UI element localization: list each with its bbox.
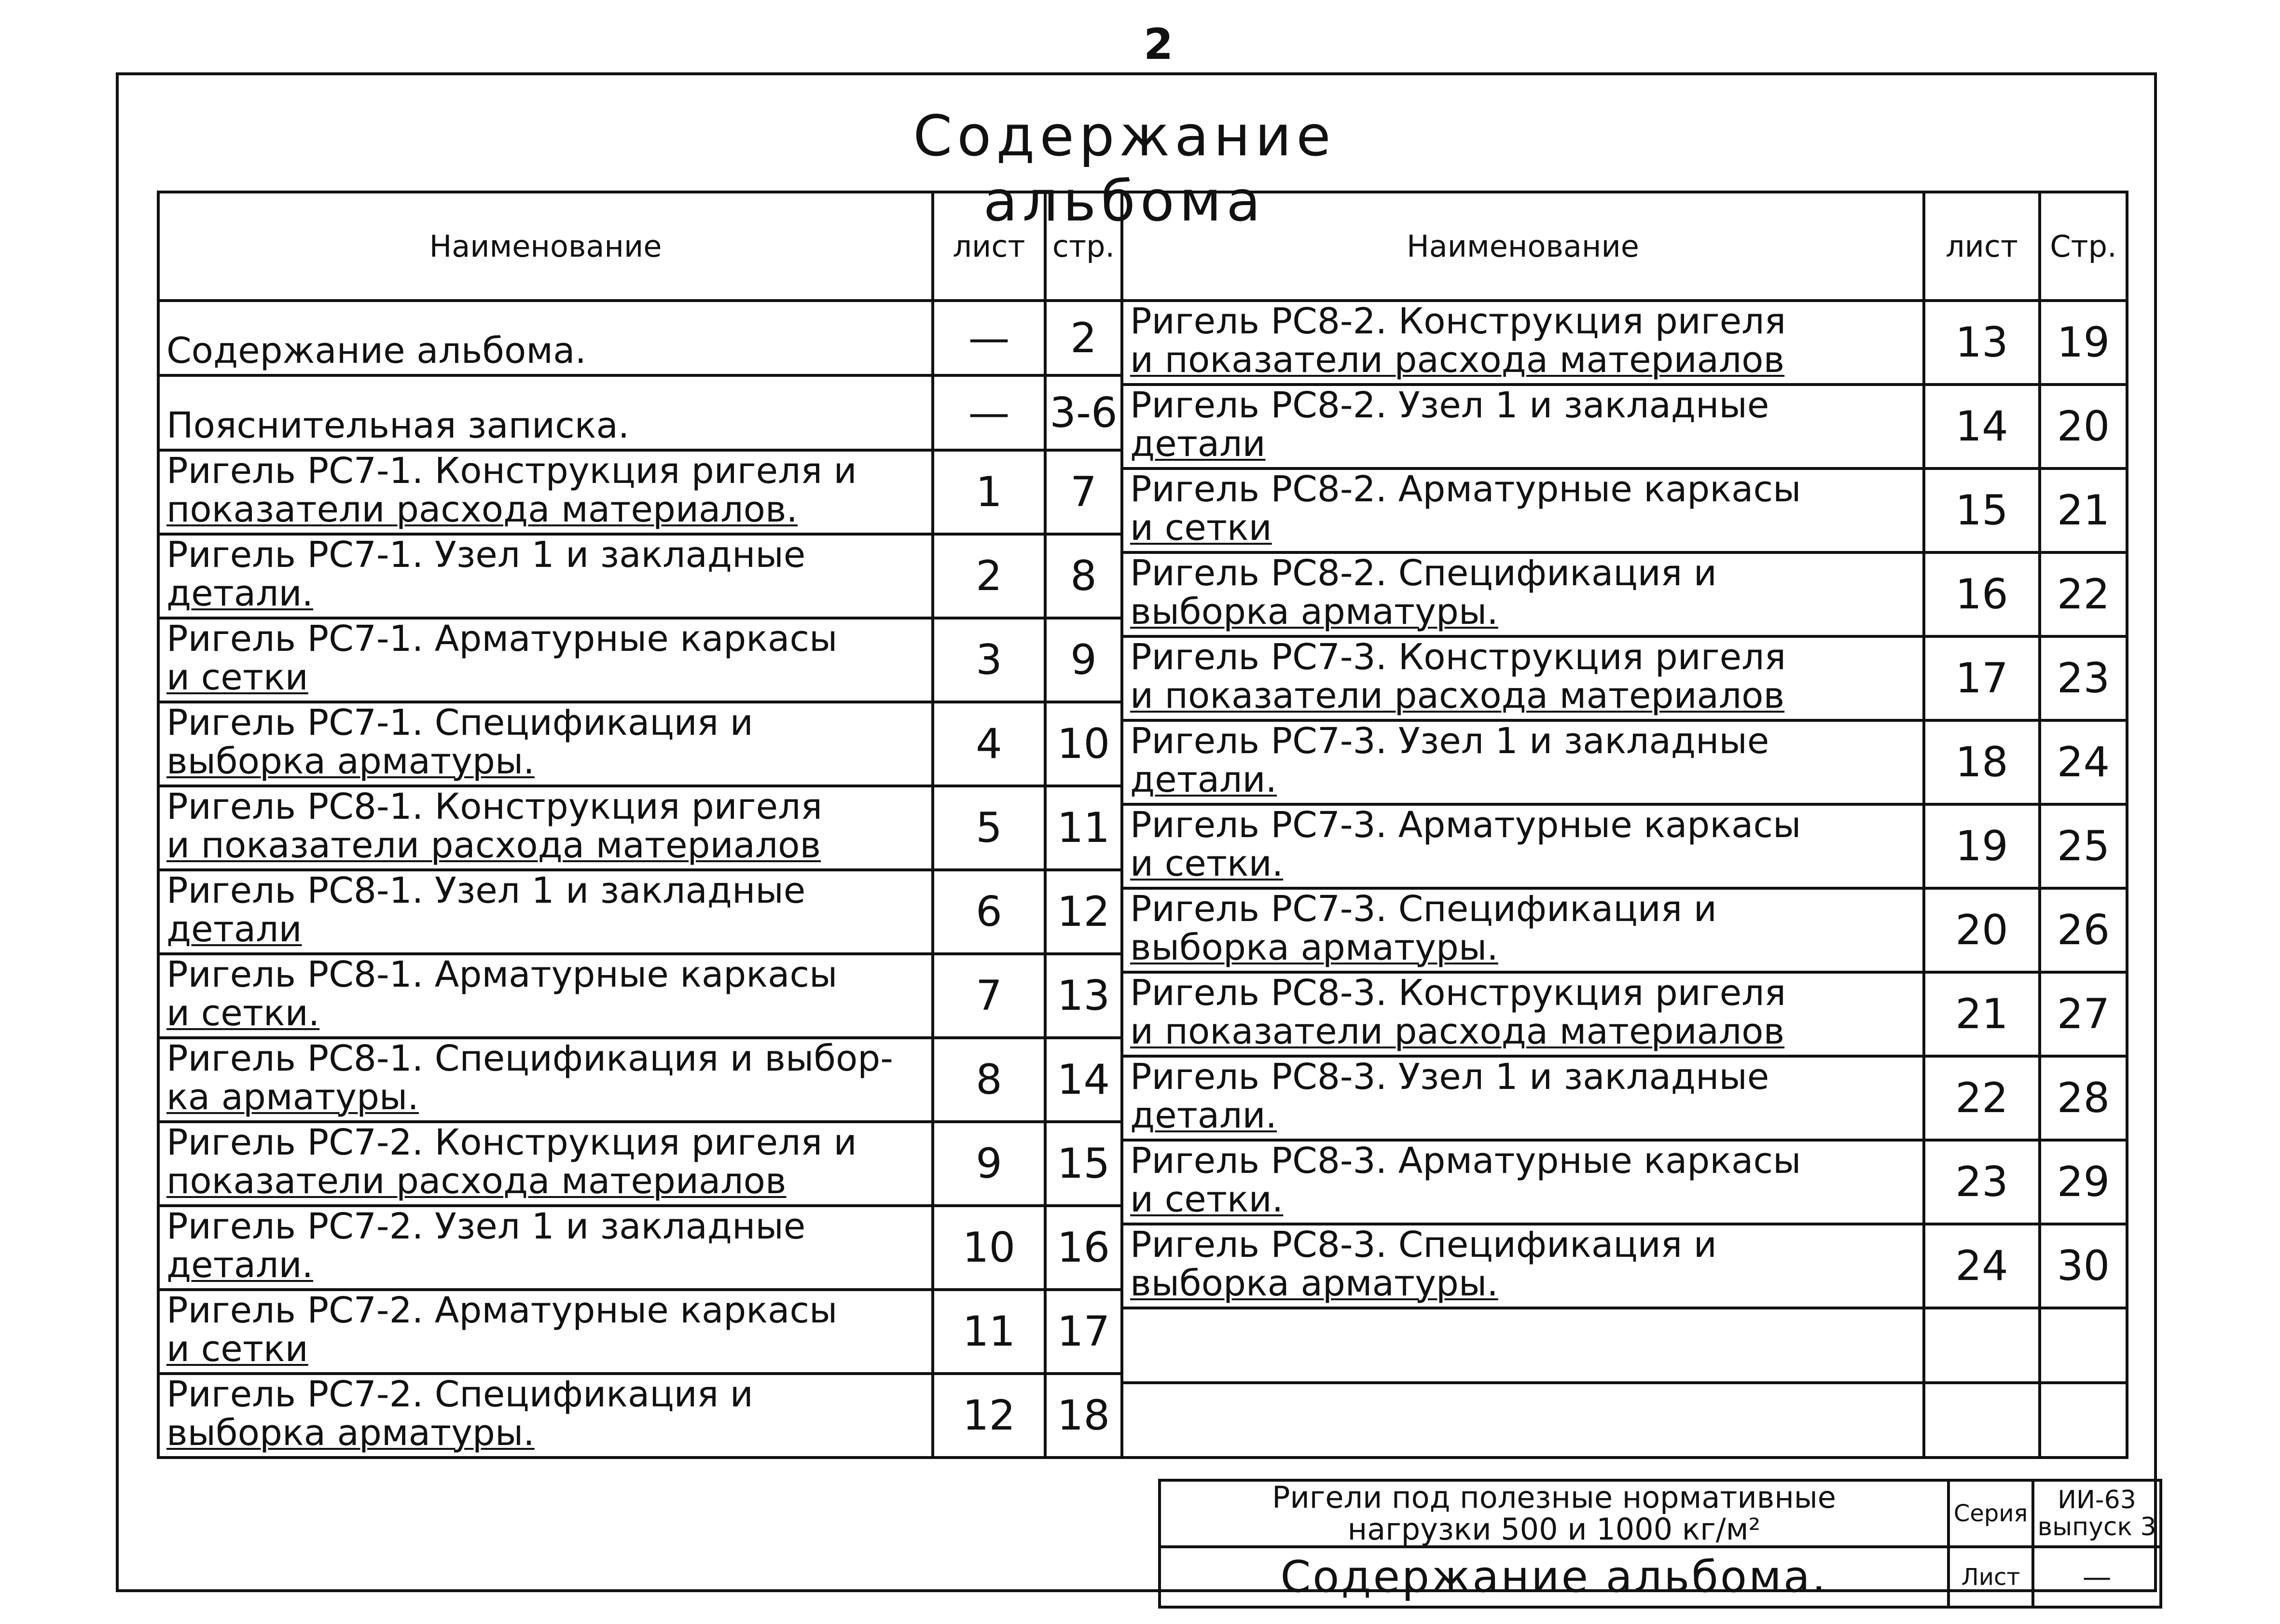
row-page-number: 22 <box>2040 552 2127 636</box>
table-row <box>158 1290 1122 1374</box>
column-header-name: Наименование <box>1122 192 1924 301</box>
row-name <box>158 534 933 618</box>
row-sheet-number: 11 <box>933 1290 1045 1374</box>
title-block-description-line1: Ригели под полезные нормативные <box>1272 1480 1836 1515</box>
table-row <box>158 786 1122 870</box>
row-sheet-number: 13 <box>1924 301 2040 385</box>
table-row <box>158 1206 1122 1290</box>
table-row <box>1122 636 2127 720</box>
row-name <box>1122 468 1924 552</box>
album-title: Содержание альбома <box>913 104 1336 234</box>
row-name-line2: детали. <box>1130 759 1277 800</box>
row-name-line2: показатели расхода материалов. <box>166 489 798 530</box>
row-name-line1: Пояснительная записка. <box>166 405 630 446</box>
row-sheet-number: 20 <box>1924 888 2040 972</box>
row-name <box>1122 804 1924 888</box>
row-name-line1: Ригель РС8-3. Спецификация и <box>1130 1224 1717 1266</box>
row-name-line1: Ригель РС8-2. Конструкция ригеля <box>1130 301 1786 342</box>
row-page-number: 20 <box>2040 385 2127 468</box>
row-name-line2: выборка арматуры. <box>166 1412 535 1454</box>
row-name <box>1122 301 1924 385</box>
row-name-line2: и сетки. <box>1130 1179 1284 1220</box>
row-name-line2: и сетки. <box>1130 843 1284 884</box>
table-row <box>158 1038 1122 1122</box>
row-name-line2: и сетки. <box>166 992 320 1034</box>
row-name <box>1122 1224 1924 1308</box>
row-name-line1: Ригель РС8-3. Арматурные каркасы <box>1130 1140 1801 1182</box>
table-row <box>1122 552 2127 636</box>
row-name-line2: ка арматуры. <box>166 1076 419 1118</box>
row-name <box>1122 1308 1924 1383</box>
row-name <box>158 618 933 702</box>
row-name-line2: и сетки <box>1130 507 1272 549</box>
table-row <box>1122 888 2127 972</box>
row-sheet-number: 19 <box>1924 804 2040 888</box>
row-sheet-number: 17 <box>1924 636 2040 720</box>
row-name-line2: выборка арматуры. <box>1130 1263 1498 1304</box>
row-name <box>1122 720 1924 804</box>
table-row <box>158 450 1122 534</box>
column-header-sheet: лист <box>1924 192 2040 301</box>
row-name-line1: Ригель РС7-1. Спецификация и <box>166 702 753 743</box>
table-row <box>1122 1056 2127 1140</box>
table-header-row <box>158 192 1122 301</box>
row-sheet-number: 8 <box>933 1038 1045 1122</box>
row-name-line1: Ригель РС8-2. Арматурные каркасы <box>1130 468 1801 510</box>
row-page-number: 10 <box>1045 702 1122 786</box>
row-page-number: 3-6 <box>1045 375 1122 450</box>
row-sheet-number: 24 <box>1924 1224 2040 1308</box>
row-sheet-number: — <box>933 301 1045 375</box>
row-sheet-number <box>1924 1308 2040 1383</box>
row-name-line1: Ригель РС8-1. Конструкция ригеля <box>166 786 822 827</box>
table-row <box>158 534 1122 618</box>
table-row <box>158 1374 1122 1458</box>
table-header-row <box>1122 192 2127 301</box>
row-sheet-number: 21 <box>1924 972 2040 1056</box>
row-sheet-number: 14 <box>1924 385 2040 468</box>
row-sheet-number: 16 <box>1924 552 2040 636</box>
row-name <box>158 301 933 375</box>
row-page-number: 9 <box>1045 618 1122 702</box>
row-name-line1: Ригель РС7-3. Конструкция ригеля <box>1130 636 1786 678</box>
table-row <box>158 375 1122 450</box>
row-name-line1: Ригель РС7-1. Конструкция ригеля и <box>166 450 857 492</box>
sheet-value: — <box>2033 1547 2161 1607</box>
row-name-line2: детали. <box>166 1244 314 1286</box>
table-row <box>158 1122 1122 1206</box>
row-name-line1: Ригель РС7-1. Арматурные каркасы <box>166 618 838 660</box>
row-page-number: 23 <box>2040 636 2127 720</box>
row-page-number: 24 <box>2040 720 2127 804</box>
row-name <box>1122 972 1924 1056</box>
row-name-line1: Ригель РС7-2. Арматурные каркасы <box>166 1290 838 1331</box>
row-name-line1: Ригель РС7-3. Узел 1 и закладные <box>1130 720 1769 762</box>
table-row <box>1122 720 2127 804</box>
row-page-number: 27 <box>2040 972 2127 1056</box>
row-name <box>1122 552 1924 636</box>
table-row <box>1122 1224 2127 1308</box>
row-page-number <box>2040 1308 2127 1383</box>
row-sheet-number: 7 <box>933 954 1045 1038</box>
row-name <box>158 1290 933 1374</box>
row-name <box>158 702 933 786</box>
contents-rows-left <box>158 301 1122 1458</box>
row-sheet-number: 5 <box>933 786 1045 870</box>
series-label: Серия <box>1948 1480 2033 1547</box>
column-header-name: Наименование <box>158 192 933 301</box>
row-page-number: 11 <box>1045 786 1122 870</box>
row-page-number: 12 <box>1045 870 1122 954</box>
row-name-line2: и показатели расхода материалов <box>166 825 821 866</box>
table-row <box>1122 972 2127 1056</box>
sheet-label: Лист <box>1948 1547 2033 1607</box>
table-row <box>1122 804 2127 888</box>
row-page-number <box>2040 1383 2127 1458</box>
row-page-number: 7 <box>1045 450 1122 534</box>
row-page-number: 29 <box>2040 1140 2127 1224</box>
row-name <box>158 1374 933 1458</box>
row-sheet-number: 4 <box>933 702 1045 786</box>
row-name-line2: и сетки <box>166 1328 308 1370</box>
row-name <box>1122 385 1924 468</box>
row-sheet-number: 15 <box>1924 468 2040 552</box>
page-number: 2 <box>1144 19 1174 69</box>
title-block <box>1158 1479 2159 1602</box>
row-name-line2: детали. <box>166 573 314 614</box>
table-row <box>1122 385 2127 468</box>
row-sheet-number: 6 <box>933 870 1045 954</box>
row-sheet-number: 22 <box>1924 1056 2040 1140</box>
contents-table-right <box>1120 191 2128 1459</box>
column-header-page: стр. <box>1045 192 1122 301</box>
row-name-line2: выборка арматуры. <box>1130 927 1498 968</box>
contents-rows-right <box>1122 301 2127 1458</box>
row-name-line1: Ригель РС7-3. Спецификация и <box>1130 888 1717 930</box>
row-name-line1: Ригель РС7-1. Узел 1 и закладные <box>166 534 806 576</box>
row-page-number: 28 <box>2040 1056 2127 1140</box>
series-value: ИИ-63 <box>2058 1486 2136 1514</box>
row-page-number: 25 <box>2040 804 2127 888</box>
title-block-description-line2: нагрузки 500 и 1000 кг/м² <box>1347 1512 1761 1547</box>
table-row <box>1122 301 2127 385</box>
row-page-number: 26 <box>2040 888 2127 972</box>
row-name <box>1122 636 1924 720</box>
row-page-number: 30 <box>2040 1224 2127 1308</box>
contents-table-left <box>157 191 1123 1459</box>
table-row <box>1122 1140 2127 1224</box>
row-name <box>158 375 933 450</box>
row-name-line1: Ригель РС8-1. Узел 1 и закладные <box>166 870 806 911</box>
row-name-line2: показатели расхода материалов <box>166 1160 787 1202</box>
table-row <box>158 870 1122 954</box>
row-name-line1: Ригель РС8-1. Спецификация и выбор- <box>166 1038 893 1079</box>
row-name-line2: детали. <box>1130 1095 1277 1136</box>
row-sheet-number: 1 <box>933 450 1045 534</box>
title-block-document-title: Содержание альбома. <box>1160 1547 1948 1607</box>
row-name-line1: Ригель РС7-3. Арматурные каркасы <box>1130 804 1801 846</box>
row-name-line1: Ригель РС8-2. Узел 1 и закладные <box>1130 385 1769 426</box>
issue-value: выпуск 3 <box>2037 1513 2156 1541</box>
table-row <box>158 954 1122 1038</box>
row-name <box>158 1122 933 1206</box>
row-name-line2: и сетки <box>166 657 308 698</box>
row-sheet-number: 2 <box>933 534 1045 618</box>
table-row <box>158 618 1122 702</box>
row-name <box>158 954 933 1038</box>
row-name <box>158 786 933 870</box>
table-row <box>1122 1308 2127 1383</box>
row-name <box>158 870 933 954</box>
row-sheet-number: 10 <box>933 1206 1045 1290</box>
row-page-number: 17 <box>1045 1290 1122 1374</box>
row-name-line2: и показатели расхода материалов <box>1130 339 1785 381</box>
row-name-line1: Содержание альбома. <box>166 330 587 372</box>
column-header-sheet: лист <box>933 192 1045 301</box>
row-sheet-number: — <box>933 375 1045 450</box>
row-name-line2: выборка арматуры. <box>1130 591 1498 633</box>
row-page-number: 16 <box>1045 1206 1122 1290</box>
row-name <box>1122 1056 1924 1140</box>
row-sheet-number: 18 <box>1924 720 2040 804</box>
row-name <box>1122 1383 1924 1458</box>
row-page-number: 21 <box>2040 468 2127 552</box>
title-block-description <box>1160 1480 1948 1547</box>
row-name-line1: Ригель РС8-1. Арматурные каркасы <box>166 954 838 995</box>
row-page-number: 15 <box>1045 1122 1122 1206</box>
row-name-line1: Ригель РС8-3. Узел 1 и закладные <box>1130 1056 1769 1098</box>
row-page-number: 14 <box>1045 1038 1122 1122</box>
row-name-line2: детали <box>1130 423 1266 465</box>
row-sheet-number <box>1924 1383 2040 1458</box>
row-name-line1: Ригель РС7-2. Узел 1 и закладные <box>166 1206 806 1247</box>
table-row <box>158 301 1122 375</box>
row-page-number: 2 <box>1045 301 1122 375</box>
row-name-line1: Ригель РС7-2. Спецификация и <box>166 1374 753 1415</box>
row-name-line2: выборка арматуры. <box>166 741 535 782</box>
row-name <box>1122 888 1924 972</box>
row-name-line2: и показатели расхода материалов <box>1130 675 1785 716</box>
table-row <box>1122 468 2127 552</box>
row-name <box>1122 1140 1924 1224</box>
row-name-line2: и показатели расхода материалов <box>1130 1011 1785 1052</box>
row-name <box>158 1206 933 1290</box>
row-page-number: 19 <box>2040 301 2127 385</box>
row-name-line2: детали <box>166 908 302 950</box>
series-cell <box>2033 1480 2161 1547</box>
row-page-number: 18 <box>1045 1374 1122 1458</box>
row-sheet-number: 9 <box>933 1122 1045 1206</box>
table-row <box>1122 1383 2127 1458</box>
row-sheet-number: 12 <box>933 1374 1045 1458</box>
row-name-line1: Ригель РС8-3. Конструкция ригеля <box>1130 972 1786 1014</box>
row-name <box>158 1038 933 1122</box>
row-page-number: 8 <box>1045 534 1122 618</box>
row-sheet-number: 23 <box>1924 1140 2040 1224</box>
row-name <box>158 450 933 534</box>
column-header-page: Стр. <box>2040 192 2127 301</box>
row-page-number: 13 <box>1045 954 1122 1038</box>
row-name-line1: Ригель РС8-2. Спецификация и <box>1130 552 1717 594</box>
row-name-line1: Ригель РС7-2. Конструкция ригеля и <box>166 1122 857 1163</box>
table-row <box>158 702 1122 786</box>
row-sheet-number: 3 <box>933 618 1045 702</box>
